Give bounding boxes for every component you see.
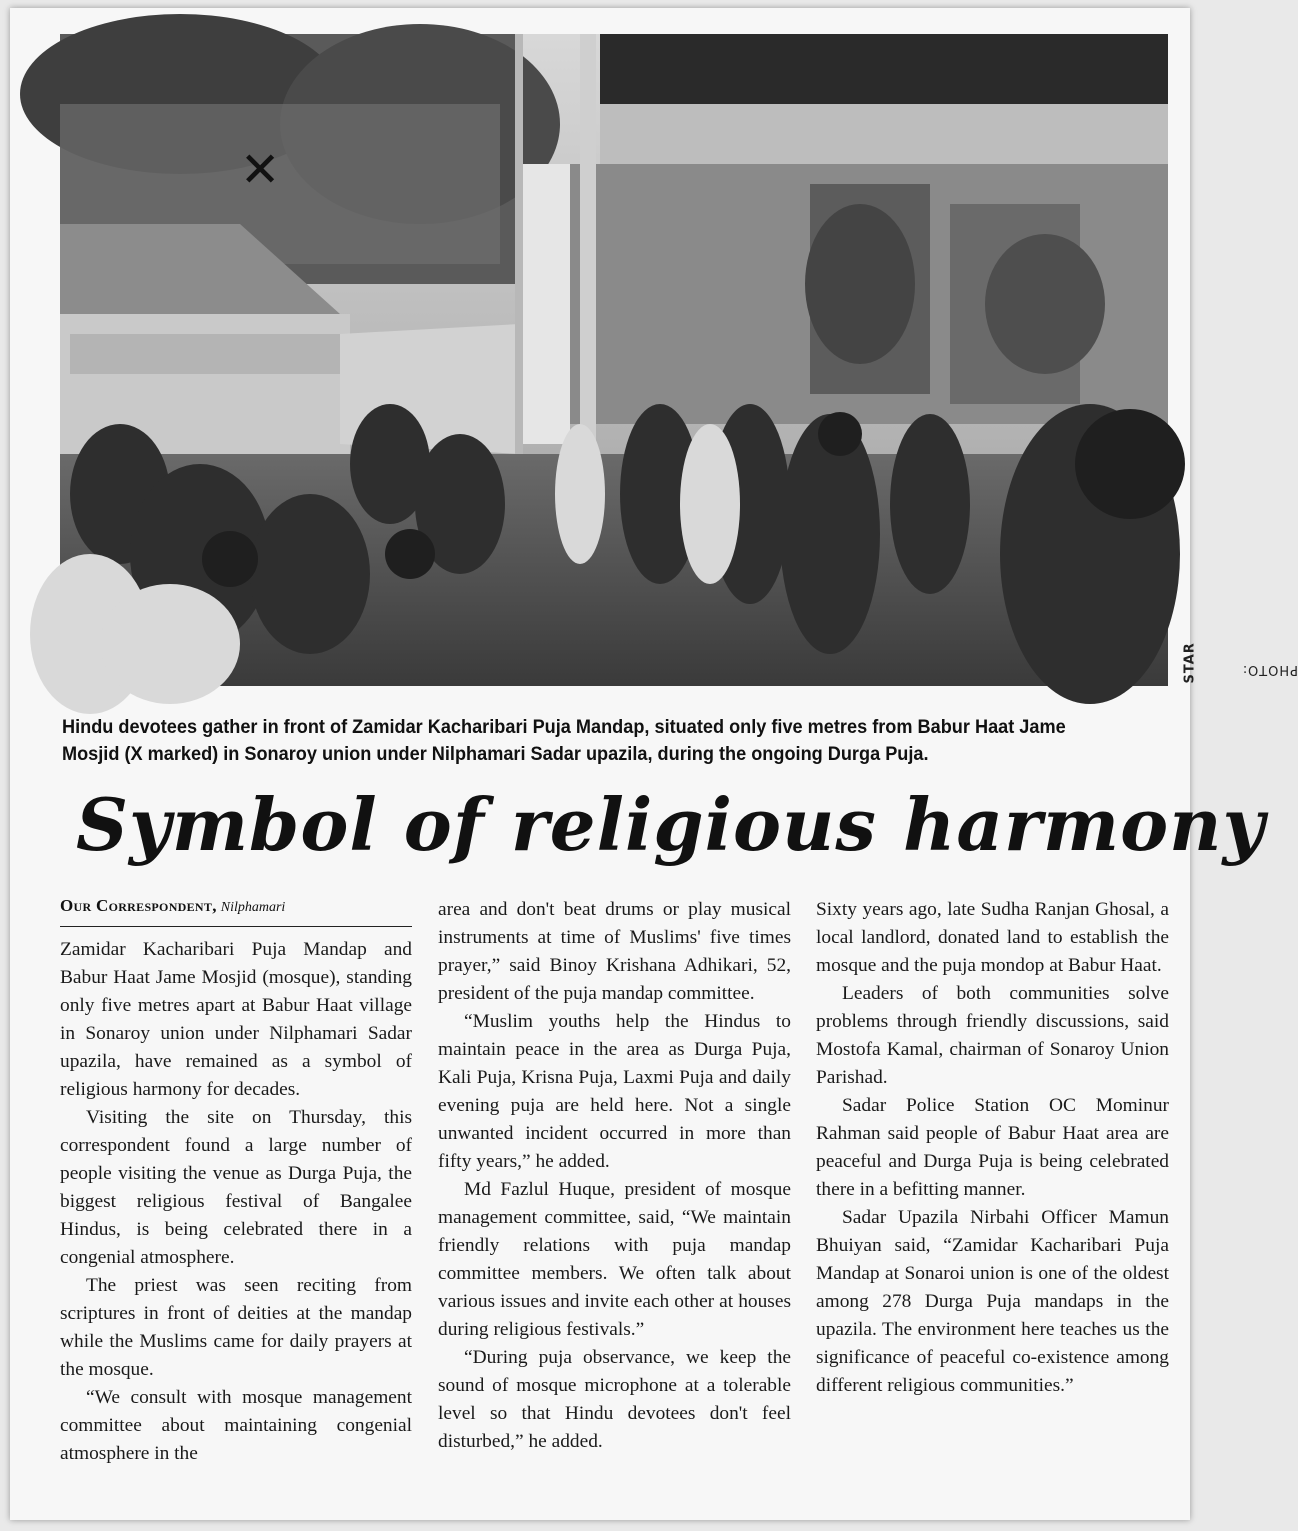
paragraph: “Muslim youths help the Hindus to maintain peace in the area as Durga Puja, Kali Puja, Krisna Puja, Laxmi Puja and daily evening puja are held here. Not a single unwanted incident occurred in more than fifty years,” he added.	[438, 1011, 791, 1172]
article-column-2	[438, 896, 791, 1456]
photo-credit-name: STAR	[1182, 642, 1198, 684]
paragraph: Leaders of both communities solve problems through friendly discussions, said Mostofa Kamal, chairman of Sonaroy Union Parishad.	[816, 983, 1169, 1088]
newspaper-clipping	[10, 8, 1298, 1520]
photo-caption: Hindu devotees gather in front of Zamidar Kacharibari Puja Mandap, situated only five metres from Babur Haat Jame Mosjid (X marked) in Sonaroy union under Nilphamari Sadar upazila, during the ongoing Durga Puja.	[62, 716, 1066, 765]
headline: Symbol of religious harmony	[76, 782, 1266, 867]
paragraph: “During puja observance, we keep the sound of mosque microphone at a tolerable level so that Hindu devotees don't feel disturbed,” he added.	[438, 1347, 791, 1452]
photo-credit	[1176, 568, 1298, 688]
paragraph: The priest was seen reciting from scriptures in front of deities at the mandap while the Muslims came for daily prayers at the mosque.	[60, 1275, 412, 1380]
article-column-3	[816, 896, 1169, 1400]
byline-location: Nilphamari	[220, 900, 286, 915]
x-mark: ✕	[240, 142, 281, 198]
news-photo	[60, 34, 1168, 686]
photo-scene	[60, 34, 1168, 686]
article-column-1	[60, 936, 412, 1468]
paragraph: Sixty years ago, late Sudha Ranjan Ghosal, a local landlord, donated land to establish the mosque and the puja mondop at Babur Haat.	[816, 899, 1169, 976]
paragraph: Visiting the site on Thursday, this correspondent found a large number of people visiting the venue as Durga Puja, the biggest religious festival of Bangalee Hindus, is being celebrated there in a congenial atmosphere.	[60, 1107, 412, 1268]
paragraph: Md Fazlul Huque, president of mosque management committee, said, “We maintain friendly relations with puja mandap committee members. We often talk about various issues and invite each other at houses during religious festivals.”	[438, 1179, 791, 1340]
paragraph: area and don't beat drums or play musical instruments at time of Muslims' five times prayer,” said Binoy Krishana Adhikari, 52, president of the puja mandap committee.	[438, 899, 791, 1004]
byline-name: Our Correspondent,	[60, 896, 217, 915]
paragraph: Sadar Upazila Nirbahi Officer Mamun Bhuiyan said, “Zamidar Kacharibari Puja Mandap at Sonaroi union is one of the oldest among 278 Durga Puja mandaps in the upazila. The environment here teaches us the significance of peaceful co-existence among different religious communities.”	[816, 1207, 1169, 1396]
byline	[60, 894, 412, 927]
photo-credit-prefix: PHOTO:	[1241, 662, 1298, 677]
paragraph: Sadar Police Station OC Mominur Rahman said people of Babur Haat area are peaceful and Durga Puja is being celebrated there in a befitting manner.	[816, 1095, 1169, 1200]
paragraph: Zamidar Kacharibari Puja Mandap and Babur Haat Jame Mosjid (mosque), standing only five metres apart at Babur Haat village in Sonaroy union under Nilphamari Sadar upazila, have remained as a symbol of religious harmony for decades.	[60, 939, 412, 1100]
paragraph: “We consult with mosque management committee about maintaining congenial atmosphere in the	[60, 1387, 412, 1464]
